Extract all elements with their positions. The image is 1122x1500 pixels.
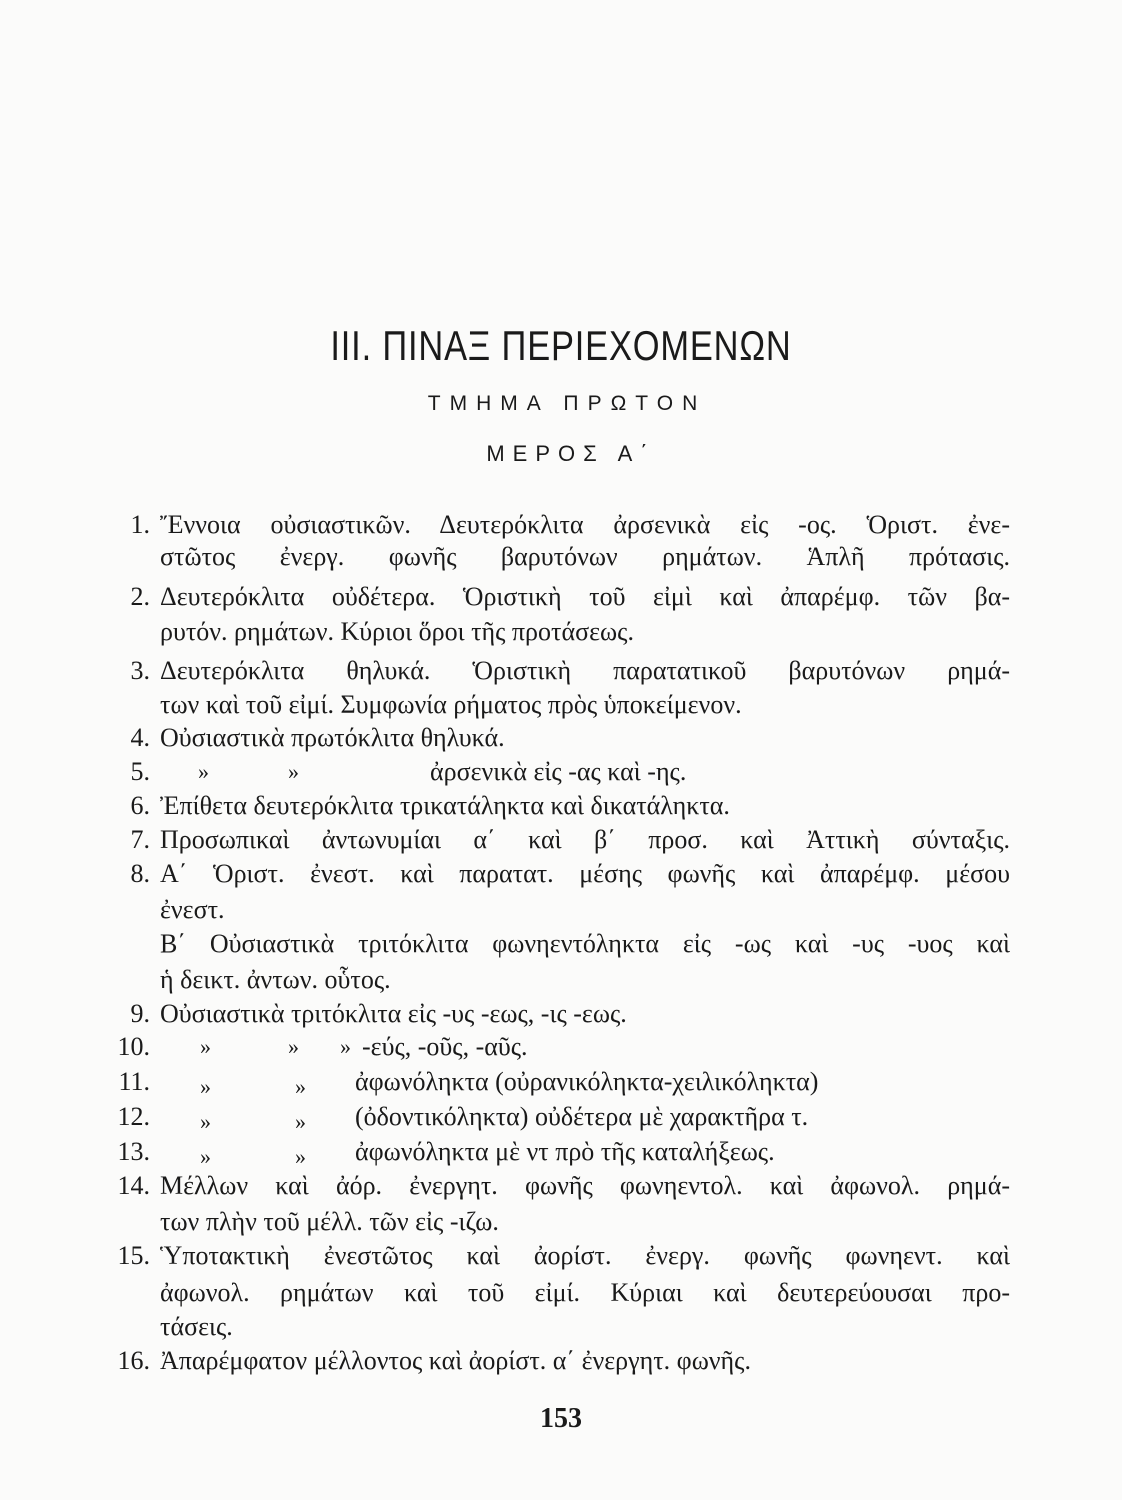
- entry-line: ἐνεστ.: [160, 895, 225, 924]
- ditto-mark: »: [295, 1074, 306, 1099]
- page-number: 153: [540, 1403, 582, 1434]
- entry-line: ἡ δεικτ. ἀντων. οὗτος.: [160, 965, 391, 994]
- entry-line: ἀρσενικὰ εἰς -ας καὶ -ης.: [430, 757, 687, 786]
- entry-number: 1.: [130, 510, 150, 539]
- entry-number: 9.: [130, 999, 150, 1028]
- ditto-mark: »: [340, 1034, 351, 1059]
- ditto-mark: »: [200, 1034, 211, 1059]
- ditto-mark: »: [295, 1109, 306, 1134]
- entry-line: Ἔννοια οὐσιαστικῶν. Δευτερόκλιτα ἀρσενικὰ εἰς -ος. Ὁριστ. ἐνε-: [160, 510, 1010, 539]
- entry-line: Ἐπίθετα δευτερόκλιτα τρικατάληκτα καὶ δικατάληκτα.: [160, 791, 730, 820]
- ditto-mark: »: [198, 759, 209, 784]
- entry-number: 12.: [117, 1102, 150, 1131]
- entry-line: ἀφωνόληκτα μὲ ντ πρὸ τῆς καταλήξεως.: [355, 1137, 775, 1166]
- entry-number: 11.: [118, 1067, 150, 1096]
- page-title: III. ΠΙΝΑΞ ΠΕΡΙΕΧΟΜΕΝΩΝ: [330, 322, 792, 369]
- entry-number: 6.: [130, 791, 150, 820]
- entry-line: Μέλλων καὶ ἀόρ. ἐνεργητ. φωνῆς φωνηεντολ. καὶ ἀφωνολ. ρημά-: [160, 1171, 1010, 1200]
- entry-line: -εύς, -οῦς, -αῦς.: [362, 1032, 528, 1061]
- section-heading: ΤΜΗΜΑ ΠΡΩΤΟΝ: [427, 392, 707, 415]
- ditto-mark: »: [288, 1034, 299, 1059]
- entry-number: 15.: [117, 1241, 150, 1270]
- entry-number: 14.: [117, 1171, 150, 1200]
- entry-line: των καὶ τοῦ εἰμί. Συμφωνία ρήματος πρὸς ὑποκείμενον.: [160, 690, 742, 719]
- entry-line: στῶτος ἐνεργ. φωνῆς βαρυτόνων ρημάτων. Ἁπλῆ πρότασις.: [160, 542, 1010, 571]
- ditto-mark: »: [200, 1074, 211, 1099]
- ditto-mark: »: [288, 759, 299, 784]
- entry-line: Β΄ Οὐσιαστικὰ τριτόκλιτα φωνηεντόληκτα εἰς -ως καὶ -υς -υος καὶ: [160, 929, 1010, 958]
- entry-line: ρυτόν. ρημάτων. Κύριοι ὅροι τῆς προτάσεως.: [160, 617, 634, 646]
- ditto-mark: »: [200, 1109, 211, 1134]
- entry-line: Οὐσιαστικὰ τριτόκλιτα εἰς -υς -εως, -ις -εως.: [160, 999, 627, 1028]
- entry-number: 7.: [130, 825, 150, 854]
- entry-number: 10.: [117, 1032, 150, 1061]
- entry-number: 16.: [117, 1346, 150, 1375]
- part-heading: ΜΕΡΟΣ Α΄: [486, 441, 656, 466]
- ditto-mark: »: [200, 1144, 211, 1169]
- entry-line: ἀφωνολ. ρημάτων καὶ τοῦ εἰμί. Κύριαι καὶ δευτερεύουσαι προ-: [160, 1278, 1010, 1307]
- entry-line: των πλὴν τοῦ μέλλ. τῶν εἰς -ιζω.: [160, 1207, 499, 1236]
- ditto-mark: »: [295, 1144, 306, 1169]
- entry-number: 13.: [117, 1137, 150, 1166]
- entry-line: Ἀπαρέμφατον μέλλοντος καὶ ἀορίστ. α΄ ἐνεργητ. φωνῆς.: [160, 1346, 751, 1375]
- entry-number: 5.: [130, 757, 150, 786]
- entry-line: Ὑποτακτικὴ ἐνεστῶτος καὶ ἀορίστ. ἐνεργ. φωνῆς φωνηεντ. καὶ: [160, 1241, 1010, 1270]
- entry-line: τάσεις.: [160, 1312, 233, 1341]
- entry-line: (ὀδοντικόληκτα) οὐδέτερα μὲ χαρακτῆρα τ.: [355, 1102, 809, 1131]
- entry-line: Προσωπικαὶ ἀντωνυμίαι α΄ καὶ β΄ προσ. καὶ Ἀττικὴ σύνταξις.: [160, 825, 1010, 854]
- entry-number: 2.: [130, 582, 150, 611]
- entry-line: Α΄ Ὁριστ. ἐνεστ. καὶ παρατατ. μέσης φωνῆς καὶ ἀπαρέμφ. μέσου: [160, 859, 1010, 888]
- entry-line: Δευτερόκλιτα οὐδέτερα. Ὁριστικὴ τοῦ εἰμὶ καὶ ἀπαρέμφ. τῶν βα-: [160, 582, 1010, 611]
- entry-line: ἀφωνόληκτα (οὐρανικόληκτα-χειλικόληκτα): [355, 1067, 819, 1096]
- entry-line: Οὐσιαστικὰ πρωτόκλιτα θηλυκά.: [160, 723, 505, 752]
- entry-number: 4.: [130, 723, 150, 752]
- entry-number: 8.: [130, 859, 150, 888]
- entry-number: 3.: [130, 656, 150, 685]
- entry-line: Δευτερόκλιτα θηλυκά. Ὁριστικὴ παρατατικοῦ βαρυτόνων ρημά-: [160, 656, 1010, 685]
